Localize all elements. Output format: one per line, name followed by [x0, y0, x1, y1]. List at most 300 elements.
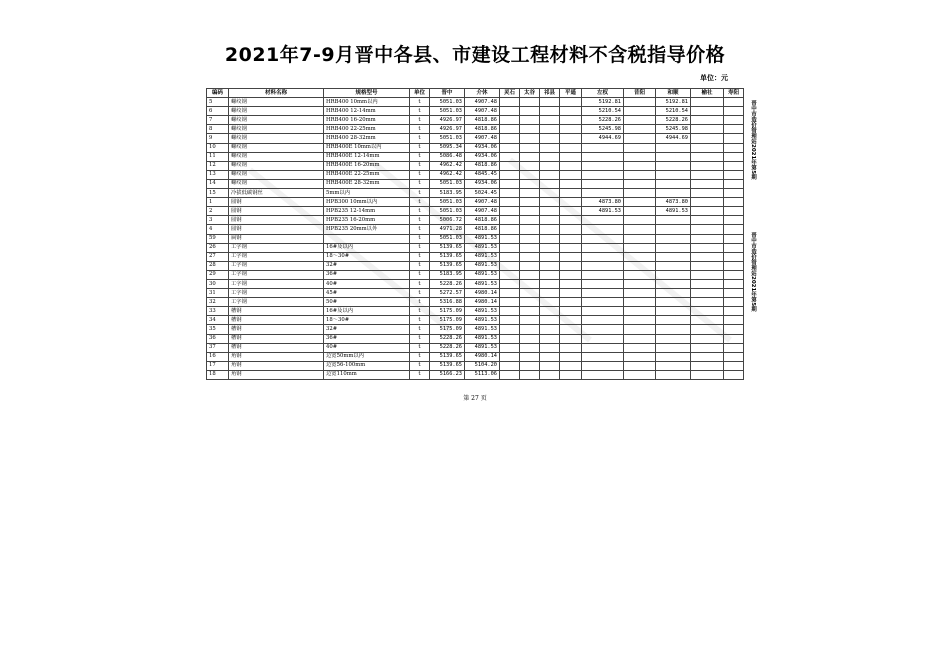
- table-cell: 16#及以内: [324, 243, 410, 252]
- table-cell: [724, 107, 744, 116]
- table-cell: 4962.42: [430, 161, 465, 170]
- table-cell: [582, 179, 624, 188]
- table-cell: [656, 316, 691, 325]
- table-cell: 5245.98: [582, 125, 624, 134]
- table-row: [207, 334, 744, 343]
- table-cell: [560, 225, 582, 234]
- table-cell: t: [410, 289, 430, 298]
- table-cell: [724, 179, 744, 188]
- table-cell: [724, 207, 744, 216]
- table-cell: 4980.14: [465, 352, 500, 361]
- table-cell: 4891.53: [465, 325, 500, 334]
- table-row: [207, 98, 744, 107]
- table-cell: [500, 207, 520, 216]
- table-cell: [656, 252, 691, 261]
- table-cell: 5139.65: [430, 261, 465, 270]
- table-row: [207, 143, 744, 152]
- table-row: [207, 343, 744, 352]
- table-cell: [624, 307, 656, 316]
- table-cell: [560, 252, 582, 261]
- table-cell: [656, 298, 691, 307]
- table-cell: [560, 270, 582, 279]
- table-cell: [724, 225, 744, 234]
- table-cell: [520, 179, 540, 188]
- column-header: 寿阳: [724, 89, 744, 98]
- table-cell: [656, 161, 691, 170]
- table-cell: [656, 152, 691, 161]
- table-cell: 28: [207, 261, 229, 270]
- table-cell: HPB235 16-20mm: [324, 216, 410, 225]
- table-cell: HRB400E 28-32mm: [324, 179, 410, 188]
- table-cell: [540, 279, 560, 288]
- table-cell: [560, 98, 582, 107]
- table-cell: [691, 252, 724, 261]
- table-cell: 5086.48: [430, 152, 465, 161]
- table-cell: [560, 170, 582, 179]
- unit-label: 单位：元: [700, 74, 728, 82]
- table-cell: 5245.98: [656, 125, 691, 134]
- table-cell: [500, 352, 520, 361]
- table-cell: 4907.48: [465, 107, 500, 116]
- table-cell: 4891.53: [582, 207, 624, 216]
- table-cell: [500, 343, 520, 352]
- table-cell: [656, 343, 691, 352]
- table-cell: 10: [207, 143, 229, 152]
- table-cell: t: [410, 116, 430, 125]
- table-cell: 5mm以内: [324, 189, 410, 198]
- table-cell: [624, 107, 656, 116]
- table-cell: [540, 316, 560, 325]
- table-cell: 4926.97: [430, 125, 465, 134]
- table-cell: [500, 334, 520, 343]
- table-cell: 12: [207, 161, 229, 170]
- table-cell: 边宽110mm: [324, 370, 410, 379]
- table-cell: [691, 189, 724, 198]
- table-cell: [624, 189, 656, 198]
- table-cell: [582, 316, 624, 325]
- table-cell: 34: [207, 316, 229, 325]
- table-cell: [582, 307, 624, 316]
- table-cell: [582, 261, 624, 270]
- column-header: 左权: [582, 89, 624, 98]
- table-cell: [691, 225, 724, 234]
- table-cell: 32#: [324, 261, 410, 270]
- table-cell: [656, 179, 691, 188]
- table-cell: [691, 98, 724, 107]
- table-cell: 4891.53: [465, 270, 500, 279]
- table-cell: 5210.54: [656, 107, 691, 116]
- table-cell: [560, 279, 582, 288]
- table-cell: 5139.65: [430, 252, 465, 261]
- table-cell: [500, 143, 520, 152]
- table-cell: 5139.65: [430, 352, 465, 361]
- table-cell: [500, 289, 520, 298]
- table-cell: [560, 307, 582, 316]
- table-cell: 6: [207, 107, 229, 116]
- table-cell: t: [410, 170, 430, 179]
- table-cell: 18: [207, 370, 229, 379]
- table-cell: 5113.06: [465, 370, 500, 379]
- table-cell: [582, 279, 624, 288]
- column-header: 太谷: [520, 89, 540, 98]
- table-cell: [724, 134, 744, 143]
- table-body: [207, 98, 744, 380]
- table-cell: 26: [207, 243, 229, 252]
- table-cell: [500, 152, 520, 161]
- table-cell: [520, 207, 540, 216]
- table-row: [207, 279, 744, 288]
- table-cell: [500, 170, 520, 179]
- table-cell: 27: [207, 252, 229, 261]
- table-cell: t: [410, 334, 430, 343]
- table-cell: [691, 234, 724, 243]
- table-cell: [500, 316, 520, 325]
- table-cell: [560, 370, 582, 379]
- table-cell: [624, 170, 656, 179]
- table-cell: [500, 98, 520, 107]
- table-cell: 5192.81: [656, 98, 691, 107]
- table-cell: [560, 243, 582, 252]
- table-row: [207, 307, 744, 316]
- table-cell: [520, 270, 540, 279]
- table-cell: [582, 352, 624, 361]
- table-cell: t: [410, 161, 430, 170]
- table-cell: [582, 170, 624, 179]
- table-cell: [582, 225, 624, 234]
- table-cell: [560, 125, 582, 134]
- table-cell: 5: [207, 98, 229, 107]
- table-cell: [560, 234, 582, 243]
- table-cell: [624, 298, 656, 307]
- column-header: 祁县: [540, 89, 560, 98]
- table-cell: [540, 170, 560, 179]
- table-cell: [540, 352, 560, 361]
- table-cell: [540, 107, 560, 116]
- table-cell: 50#: [324, 298, 410, 307]
- table-cell: [540, 225, 560, 234]
- table-cell: 5095.34: [430, 143, 465, 152]
- table-cell: [656, 289, 691, 298]
- table-cell: [691, 343, 724, 352]
- table-cell: [500, 270, 520, 279]
- table-cell: 18～30#: [324, 252, 410, 261]
- table-cell: 5024.45: [465, 189, 500, 198]
- table-cell: [520, 170, 540, 179]
- table-cell: [560, 161, 582, 170]
- table-cell: [560, 179, 582, 188]
- table-cell: [560, 216, 582, 225]
- table-cell: 4891.53: [465, 316, 500, 325]
- table-cell: 4980.14: [465, 298, 500, 307]
- table-cell: 4980.14: [465, 289, 500, 298]
- table-cell: [624, 134, 656, 143]
- table-cell: [520, 243, 540, 252]
- table-cell: [724, 361, 744, 370]
- table-cell: [560, 107, 582, 116]
- table-cell: [691, 161, 724, 170]
- table-cell: [724, 243, 744, 252]
- table-cell: 5051.03: [430, 98, 465, 107]
- table-cell: [500, 243, 520, 252]
- table-cell: [520, 161, 540, 170]
- table-cell: t: [410, 316, 430, 325]
- table-cell: 螺纹钢: [229, 116, 324, 125]
- table-cell: [560, 289, 582, 298]
- table-cell: [691, 198, 724, 207]
- table-cell: 5166.23: [430, 370, 465, 379]
- table-cell: [624, 334, 656, 343]
- column-header: 晋中: [430, 89, 465, 98]
- table-cell: 工字钢: [229, 261, 324, 270]
- table-cell: t: [410, 279, 430, 288]
- table-cell: [540, 207, 560, 216]
- table-cell: [520, 225, 540, 234]
- table-cell: 18～30#: [324, 316, 410, 325]
- table-cell: [560, 316, 582, 325]
- table-cell: t: [410, 252, 430, 261]
- table-cell: 4818.86: [465, 225, 500, 234]
- table-cell: [691, 207, 724, 216]
- table-cell: [624, 234, 656, 243]
- table-row: [207, 207, 744, 216]
- table-cell: t: [410, 243, 430, 252]
- table-cell: [724, 125, 744, 134]
- table-cell: [582, 334, 624, 343]
- table-cell: [691, 361, 724, 370]
- table-cell: [656, 170, 691, 179]
- table-cell: [724, 170, 744, 179]
- table-cell: [540, 189, 560, 198]
- column-header: 榆社: [691, 89, 724, 98]
- table-cell: t: [410, 125, 430, 134]
- table-cell: 5316.88: [430, 298, 465, 307]
- table-cell: 扁钢: [229, 234, 324, 243]
- table-cell: [540, 152, 560, 161]
- column-header: 单位: [410, 89, 430, 98]
- table-cell: 4891.53: [465, 343, 500, 352]
- table-cell: [656, 370, 691, 379]
- table-cell: [624, 343, 656, 352]
- table-row: [207, 107, 744, 116]
- table-cell: 螺纹钢: [229, 161, 324, 170]
- table-cell: 5051.03: [430, 107, 465, 116]
- table-cell: 螺纹钢: [229, 125, 324, 134]
- table-cell: [724, 325, 744, 334]
- table-cell: [624, 361, 656, 370]
- table-row: [207, 325, 744, 334]
- table-cell: [540, 307, 560, 316]
- table-cell: [540, 234, 560, 243]
- table-cell: 15: [207, 189, 229, 198]
- table-cell: [691, 143, 724, 152]
- table-cell: [691, 316, 724, 325]
- table-cell: 5175.09: [430, 316, 465, 325]
- table-cell: [500, 234, 520, 243]
- table-row: [207, 125, 744, 134]
- table-cell: 4873.80: [582, 198, 624, 207]
- table-cell: [560, 361, 582, 370]
- table-cell: 螺纹钢: [229, 98, 324, 107]
- table-cell: [582, 143, 624, 152]
- table-cell: [500, 107, 520, 116]
- table-cell: 5228.26: [430, 343, 465, 352]
- table-cell: [560, 143, 582, 152]
- table-cell: 5051.03: [430, 234, 465, 243]
- table-cell: t: [410, 143, 430, 152]
- table-cell: [520, 298, 540, 307]
- table-cell: t: [410, 107, 430, 116]
- table-cell: [540, 334, 560, 343]
- table-cell: [624, 152, 656, 161]
- table-cell: 4934.06: [465, 152, 500, 161]
- table-cell: 5139.65: [430, 243, 465, 252]
- table-cell: [582, 189, 624, 198]
- table-cell: [656, 216, 691, 225]
- table-cell: [520, 234, 540, 243]
- table-cell: HRB400E 12-14mm: [324, 152, 410, 161]
- table-cell: [560, 343, 582, 352]
- table-cell: 36#: [324, 334, 410, 343]
- table-cell: [540, 370, 560, 379]
- table-cell: [500, 298, 520, 307]
- table-cell: 螺纹钢: [229, 134, 324, 143]
- table-cell: [691, 134, 724, 143]
- table-cell: [656, 307, 691, 316]
- table-cell: [500, 216, 520, 225]
- table-cell: t: [410, 216, 430, 225]
- table-cell: [582, 152, 624, 161]
- table-cell: 工字钢: [229, 270, 324, 279]
- table-cell: 4891.53: [465, 252, 500, 261]
- table-cell: [500, 307, 520, 316]
- table-cell: [582, 370, 624, 379]
- table-cell: [624, 352, 656, 361]
- table-cell: [691, 152, 724, 161]
- table-cell: [724, 116, 744, 125]
- table-cell: t: [410, 189, 430, 198]
- table-cell: [520, 116, 540, 125]
- table-cell: t: [410, 325, 430, 334]
- table-cell: 45#: [324, 289, 410, 298]
- table-cell: [560, 207, 582, 216]
- table-cell: t: [410, 270, 430, 279]
- column-header: 灵石: [500, 89, 520, 98]
- table-cell: [624, 370, 656, 379]
- table-cell: [560, 261, 582, 270]
- table-cell: 37: [207, 343, 229, 352]
- table-cell: [691, 116, 724, 125]
- table-cell: [691, 307, 724, 316]
- table-cell: 36: [207, 334, 229, 343]
- table-cell: 4891.53: [465, 261, 500, 270]
- column-header: 昔阳: [624, 89, 656, 98]
- table-cell: [724, 270, 744, 279]
- table-cell: t: [410, 343, 430, 352]
- table-cell: [500, 198, 520, 207]
- table-cell: t: [410, 298, 430, 307]
- table-cell: [656, 325, 691, 334]
- table-cell: [691, 270, 724, 279]
- table-cell: [540, 261, 560, 270]
- table-cell: 40#: [324, 279, 410, 288]
- table-cell: [520, 107, 540, 116]
- table-cell: [520, 98, 540, 107]
- table-cell: [500, 252, 520, 261]
- table-cell: 5183.95: [430, 270, 465, 279]
- table-row: [207, 370, 744, 379]
- table-cell: [500, 189, 520, 198]
- table-cell: [724, 352, 744, 361]
- table-cell: 槽钢: [229, 307, 324, 316]
- table-row: [207, 189, 744, 198]
- table-cell: 4934.06: [465, 179, 500, 188]
- table-cell: 冷拔低碳钢丝: [229, 189, 324, 198]
- table-cell: [560, 189, 582, 198]
- table-cell: [520, 343, 540, 352]
- table-cell: [624, 252, 656, 261]
- table-cell: 工字钢: [229, 252, 324, 261]
- table-cell: 边宽56-100mm: [324, 361, 410, 370]
- table-cell: [500, 370, 520, 379]
- table-cell: [624, 143, 656, 152]
- table-cell: [520, 152, 540, 161]
- table-cell: [724, 216, 744, 225]
- side-note-lower: 晋中市造价管理站2021年第5期: [750, 232, 756, 312]
- table-cell: [582, 216, 624, 225]
- table-cell: [724, 152, 744, 161]
- table-cell: 4891.53: [465, 307, 500, 316]
- table-cell: [540, 216, 560, 225]
- column-header: 平遥: [560, 89, 582, 98]
- column-header: 材料名称: [229, 89, 324, 98]
- table-cell: [520, 216, 540, 225]
- table-cell: 32#: [324, 325, 410, 334]
- table-cell: [540, 361, 560, 370]
- table-cell: [624, 125, 656, 134]
- table-cell: 17: [207, 361, 229, 370]
- table-cell: [582, 161, 624, 170]
- table-cell: [520, 361, 540, 370]
- table-row: [207, 270, 744, 279]
- table-cell: [624, 289, 656, 298]
- table-cell: [724, 261, 744, 270]
- table-cell: [500, 179, 520, 188]
- table-cell: [540, 134, 560, 143]
- table-cell: [656, 243, 691, 252]
- table-cell: [624, 225, 656, 234]
- table-cell: [691, 125, 724, 134]
- table-cell: 2: [207, 207, 229, 216]
- table-cell: [520, 125, 540, 134]
- table-row: [207, 116, 744, 125]
- table-cell: [691, 216, 724, 225]
- table-cell: [724, 143, 744, 152]
- table-cell: [724, 252, 744, 261]
- table-cell: [560, 298, 582, 307]
- table-cell: t: [410, 261, 430, 270]
- table-cell: [724, 316, 744, 325]
- table-cell: [540, 161, 560, 170]
- table-cell: 4971.28: [430, 225, 465, 234]
- table-cell: [582, 325, 624, 334]
- column-header: 介休: [465, 89, 500, 98]
- table-cell: 29: [207, 270, 229, 279]
- table-cell: [691, 261, 724, 270]
- table-cell: [540, 243, 560, 252]
- table-cell: [540, 198, 560, 207]
- table-cell: [500, 134, 520, 143]
- table-cell: 5139.65: [430, 361, 465, 370]
